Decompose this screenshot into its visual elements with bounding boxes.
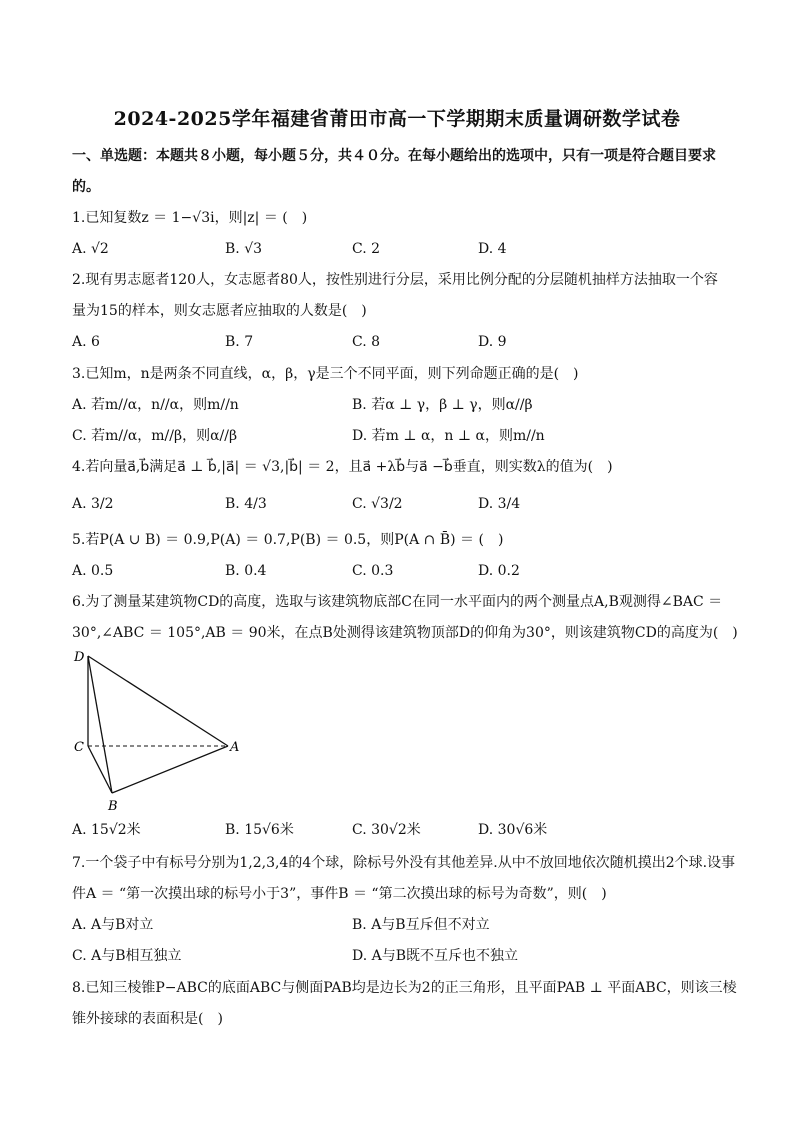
q4-option-a: A. 3/2	[72, 496, 114, 512]
q1-option-a: A. √2	[72, 241, 109, 257]
q2-option-a: A. 6	[72, 334, 100, 350]
question-6: 6.为了测量某建筑物CD的高度，选取与该建筑物底部C在同一水平面内的两个测量点A,B观测得∠BAC ＝	[72, 594, 723, 610]
question-8: 8.已知三棱锥P−ABC的底面ABC与侧面PAB均是边长为2的正三角形，且平面PAB ⊥ 平面ABC，则该三棱	[72, 980, 737, 996]
q2-option-d: D. 9	[478, 334, 507, 350]
question-4: 4.若向量a⃗,b⃗满足a⃗ ⊥ b⃗,|a⃗| ＝ √3,|b⃗| ＝ 2，且a⃗ +λb⃗与a⃗ −b⃗垂直，则实数λ的值为( )	[72, 459, 613, 475]
label-d: D	[74, 650, 85, 665]
q4-option-b: B. 4/3	[225, 496, 267, 512]
q3-option-b: B. 若α ⊥ γ，β ⊥ γ，则α//β	[352, 397, 533, 413]
question-2-cont: 量为15的样本，则女志愿者应抽取的人数是( )	[72, 303, 367, 319]
q1-option-b: B. √3	[225, 241, 263, 257]
label-b: B	[108, 799, 118, 814]
question-1: 1.已知复数z ＝ 1−√3i，则|z| ＝ ( )	[72, 210, 308, 226]
q2-option-b: B. 7	[225, 334, 254, 350]
edge-ba	[112, 746, 228, 793]
edge-da	[88, 656, 228, 746]
question-3: 3.已知m，n是两条不同直线，α，β，γ是三个不同平面，则下列命题正确的是( )	[72, 366, 579, 382]
q5-option-d: D. 0.2	[478, 563, 520, 579]
edge-db	[88, 656, 112, 793]
question-7: 7.一个袋子中有标号分别为1,2,3,4的4个球，除标号外没有其他差异.从中不放回地依次随机摸出2个球.设事	[72, 855, 736, 871]
question-2: 2.现有男志愿者120人，女志愿者80人，按性别进行分层，采用比例分配的分层随机抽样方法抽取一个容	[72, 272, 718, 288]
q7-option-b: B. A与B互斥但不对立	[352, 917, 490, 933]
label-a: A	[230, 740, 240, 755]
q3-option-c: C. 若m//α，m//β，则α//β	[72, 428, 238, 444]
q7-option-d: D. A与B既不互斥也不独立	[352, 948, 519, 964]
section-heading-cont: 的。	[72, 179, 100, 195]
q6-option-b: B. 15√6米	[225, 822, 294, 838]
q6-option-d: D. 30√6米	[478, 822, 548, 838]
q1-option-c: C. 2	[352, 241, 381, 257]
pyramid-figure	[70, 645, 250, 815]
question-5: 5.若P(A ∪ B) ＝ 0.9,P(A) ＝ 0.7,P(B) ＝ 0.5，则P(A ∩ B̄) ＝ ( )	[72, 532, 504, 548]
q1-option-d: D. 4	[478, 241, 507, 257]
question-8-cont: 锥外接球的表面积是( )	[72, 1011, 223, 1027]
q5-option-a: A. 0.5	[72, 563, 114, 579]
q3-option-d: D. 若m ⊥ α，n ⊥ α，则m//n	[352, 428, 545, 444]
section-heading: 一、单选题：本题共８小题，每小题５分，共４０分。在每小题给出的选项中，只有一项是符合题目要求	[72, 148, 716, 164]
q4-option-c: C. √3/2	[352, 496, 403, 512]
page-title: 2024-2025学年福建省莆田市高一下学期期末质量调研数学试卷	[113, 108, 681, 130]
question-7-cont: 件A ＝ “第一次摸出球的标号小于3”，事件B ＝ “第二次摸出球的标号为奇数”，则( )	[72, 886, 607, 902]
question-6-cont: 30°,∠ABC ＝ 105°,AB ＝ 90米，在点B处测得该建筑物顶部D的仰角为30°，则该建筑物CD的高度为( )	[72, 625, 738, 641]
q5-option-b: B. 0.4	[225, 563, 267, 579]
q7-option-a: A. A与B对立	[72, 917, 154, 933]
q6-option-a: A. 15√2米	[72, 822, 141, 838]
label-c: C	[74, 740, 84, 755]
q2-option-c: C. 8	[352, 334, 381, 350]
q6-option-c: C. 30√2米	[352, 822, 421, 838]
q3-option-a: A. 若m//α，n//α，则m//n	[72, 397, 239, 413]
q7-option-c: C. A与B相互独立	[72, 948, 182, 964]
q4-option-d: D. 3/4	[478, 496, 521, 512]
q5-option-c: C. 0.3	[352, 563, 394, 579]
